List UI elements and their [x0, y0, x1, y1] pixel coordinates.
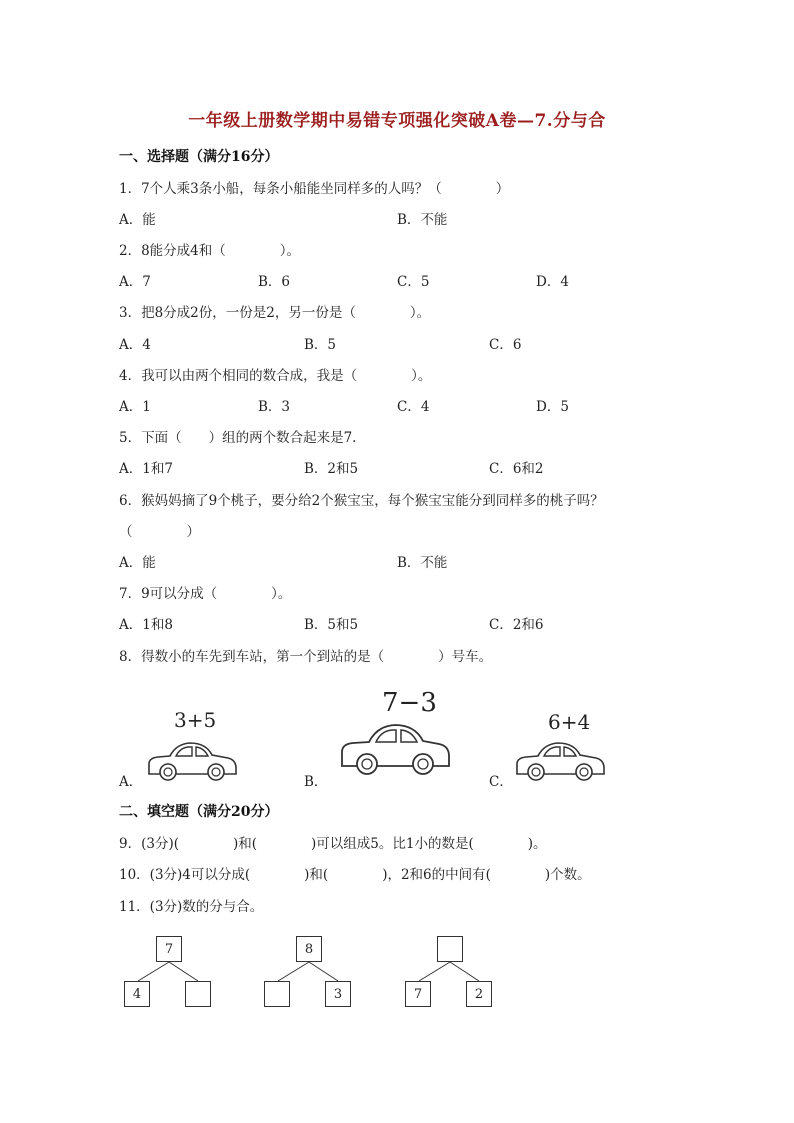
q2-option-b: B．6: [258, 274, 291, 290]
q7-option-b: B．5和5: [304, 617, 359, 633]
tree-1-left-box: 4: [124, 981, 150, 1007]
question-2: 2．8能分成4和（ ）。: [119, 243, 301, 259]
number-bond-tree-2: [264, 935, 354, 1011]
question-3: 3．把8分成2份，一份是2，另一份是（ ）。: [119, 305, 431, 321]
section-heading-choice: 一、选择题（满分16分）: [119, 149, 279, 165]
car-a-icon: [146, 740, 238, 782]
car-b-icon: [339, 722, 451, 778]
car-c-expression: 6+4: [548, 710, 591, 734]
q8-option-a: A．: [119, 774, 143, 790]
question-7: 7．9可以分成（ ）。: [119, 586, 292, 602]
q5-option-a: A．1和7: [119, 461, 173, 477]
car-c-icon: [514, 740, 606, 782]
q7-option-a: A．1和8: [119, 617, 173, 633]
q5-option-b: B．2和5: [304, 461, 359, 477]
question-6-blank: （ ）: [119, 524, 200, 540]
car-a-expression: 3+5: [174, 708, 217, 732]
car-b-expression: 7−3: [382, 688, 437, 718]
tree-1-right-box[interactable]: [185, 981, 211, 1007]
q4-option-d: D．5: [536, 399, 569, 415]
q1-option-b: B．不能: [397, 212, 448, 228]
q1-option-a: A．能: [119, 212, 156, 228]
tree-3-right-box: 2: [466, 981, 492, 1007]
q6-option-a: A．能: [119, 555, 156, 571]
q6-option-b: B．不能: [397, 555, 448, 571]
tree-1-top-box: 7: [156, 936, 182, 962]
question-10: 10．(3分)4可以分成( )和( )，2和6的中间有( )个数。: [119, 867, 591, 883]
tree-3-left-box: 7: [405, 981, 431, 1007]
question-8: 8．得数小的车先到车站，第一个到站的是（ ）号车。: [119, 649, 493, 665]
q3-option-a: A．4: [119, 337, 151, 353]
number-bond-tree-1: [124, 935, 214, 1011]
q8-option-c: C．: [489, 774, 513, 790]
q2-option-a: A．7: [119, 274, 151, 290]
question-1: 1．7个人乘3条小船，每条小船能坐同样多的人吗？（ ）: [119, 181, 510, 197]
tree-3-top-box[interactable]: [437, 936, 463, 962]
q5-option-c: C．6和2: [489, 461, 544, 477]
question-9: 9．(3分)( )和( )可以组成5。比1小的数是( )。: [119, 836, 547, 852]
question-4: 4．我可以由两个相同的数合成，我是（ ）。: [119, 368, 432, 384]
q8-option-b: B．: [304, 774, 328, 790]
q2-option-c: C．5: [397, 274, 430, 290]
q3-option-c: C．6: [489, 337, 522, 353]
question-11: 11．(3分)数的分与合。: [119, 899, 264, 915]
tree-2-right-box: 3: [325, 981, 351, 1007]
question-5: 5．下面（ ）组的两个数合起来是7.: [119, 430, 357, 446]
q2-option-d: D．4: [536, 274, 569, 290]
q4-option-b: B．3: [258, 399, 291, 415]
q4-option-c: C．4: [397, 399, 430, 415]
question-6: 6．猴妈妈摘了9个桃子，要分给2个猴宝宝，每个猴宝宝能分到同样多的桃子吗？: [119, 493, 604, 509]
q3-option-b: B．5: [304, 337, 337, 353]
tree-2-top-box: 8: [296, 936, 322, 962]
page-title: 一年级上册数学期中易错专项强化突破A卷—7.分与合: [188, 111, 606, 131]
q7-option-c: C．2和6: [489, 617, 544, 633]
section-heading-fill: 二、填空题（满分20分）: [119, 804, 279, 820]
tree-2-left-box[interactable]: [264, 981, 290, 1007]
number-bond-tree-3: [405, 935, 495, 1011]
q4-option-a: A．1: [119, 399, 151, 415]
